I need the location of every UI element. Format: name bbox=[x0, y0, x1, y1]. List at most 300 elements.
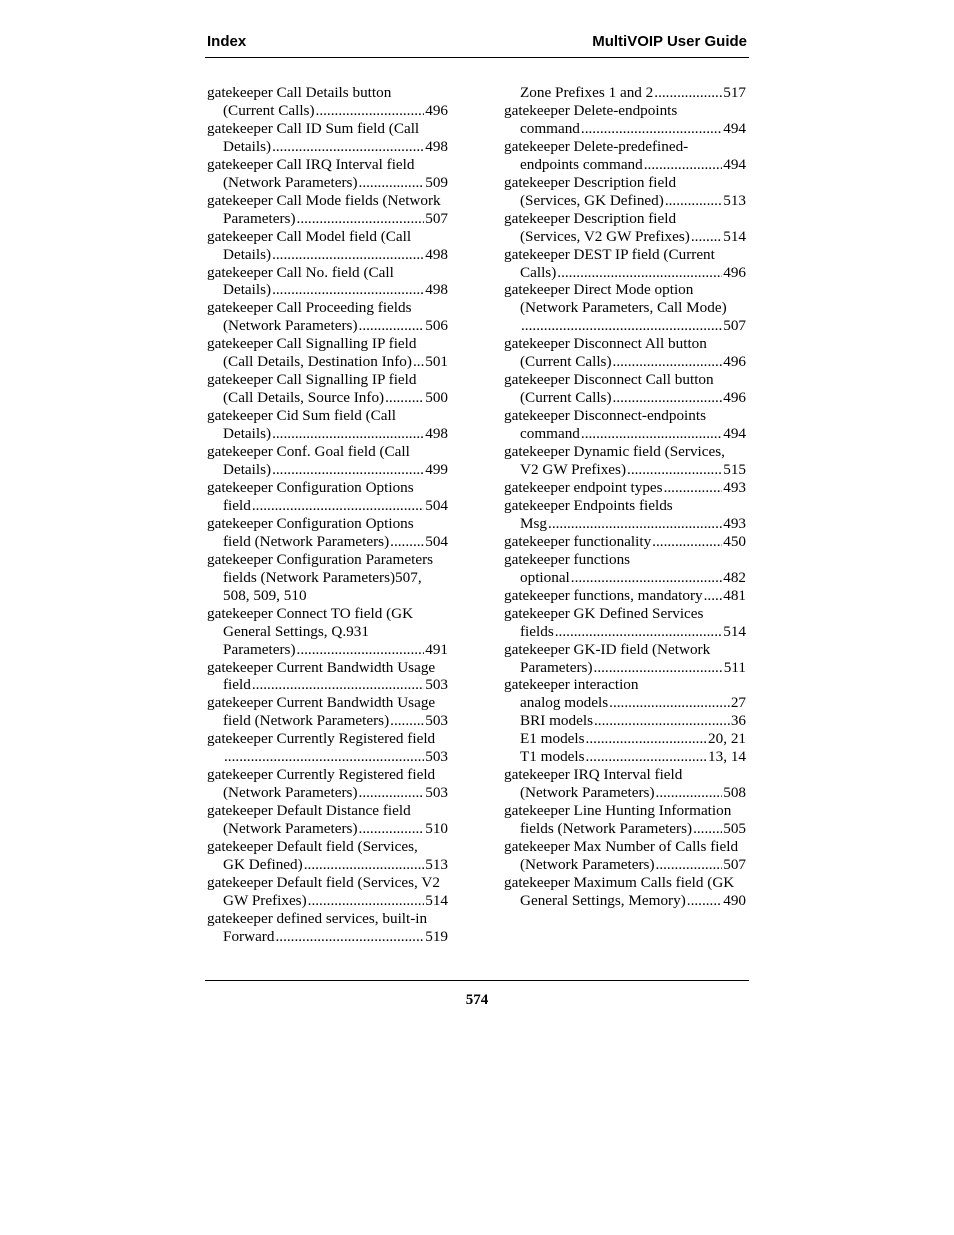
index-entry-line bbox=[207, 156, 448, 174]
index-entry-text: analog models bbox=[520, 694, 609, 712]
dot-leader bbox=[557, 264, 722, 282]
index-entry-text: gatekeeper Cid Sum field (Call bbox=[207, 407, 396, 425]
index-entry-line bbox=[207, 694, 448, 712]
index-entry-line bbox=[504, 587, 746, 605]
index-entry-text: gatekeeper Call Model field (Call bbox=[207, 227, 412, 245]
index-page-ref: 499 bbox=[425, 461, 448, 479]
index-entry bbox=[504, 676, 746, 694]
index-entry-text: T1 models bbox=[520, 748, 585, 766]
index-page-ref: 20, 21 bbox=[708, 730, 746, 748]
index-entry-text: gatekeeper Disconnect Call button bbox=[504, 371, 714, 389]
header-document-title: MultiVOIP User Guide bbox=[592, 33, 747, 50]
index-entry-line bbox=[207, 802, 448, 820]
index-entry bbox=[504, 210, 746, 246]
index-entry-text: gatekeeper Disconnect All button bbox=[504, 335, 707, 353]
index-page-ref: 506 bbox=[425, 317, 448, 335]
index-entry-text: (Current Calls) bbox=[223, 101, 315, 119]
dot-leader bbox=[704, 587, 723, 605]
page-header bbox=[207, 33, 747, 53]
index-page-ref: 500 bbox=[425, 389, 448, 407]
index-entry-text: optional bbox=[520, 568, 570, 586]
index-entry-line bbox=[207, 281, 448, 299]
dot-leader bbox=[627, 461, 722, 479]
index-page-ref: 503 bbox=[425, 676, 448, 694]
index-entry bbox=[207, 335, 448, 371]
index-entry-line bbox=[207, 102, 448, 120]
index-entry bbox=[504, 730, 746, 748]
dot-leader bbox=[390, 712, 424, 730]
index-entry-line bbox=[207, 874, 448, 892]
index-entry-text: field (Network Parameters) bbox=[223, 712, 390, 730]
index-entry-text: Msg bbox=[520, 514, 548, 532]
index-entry bbox=[504, 497, 746, 533]
index-page-ref: 496 bbox=[723, 353, 746, 371]
index-entry-text: Forward bbox=[223, 927, 275, 945]
index-column-right bbox=[504, 84, 746, 910]
index-entry-line bbox=[207, 766, 448, 784]
index-entry-line bbox=[504, 371, 746, 389]
index-page-ref: 491 bbox=[425, 640, 448, 658]
index-page-ref: 503 bbox=[425, 748, 448, 766]
index-entry-line bbox=[504, 443, 746, 461]
index-entry-text: 508, 509, 510 bbox=[223, 586, 307, 604]
index-entry-text: gatekeeper Max Number of Calls field bbox=[504, 838, 739, 856]
index-entry-text: gatekeeper Call Proceeding fields bbox=[207, 299, 412, 317]
index-entry-text: gatekeeper Call Signalling IP field bbox=[207, 335, 417, 353]
index-entry-line bbox=[504, 659, 746, 677]
index-page-ref: 514 bbox=[425, 891, 448, 909]
page-number: 574 bbox=[465, 992, 489, 1008]
index-page-ref: 504 bbox=[425, 496, 448, 514]
index-entry-text: gatekeeper functionality bbox=[504, 532, 652, 550]
index-entry-line bbox=[207, 228, 448, 246]
dot-leader bbox=[609, 694, 730, 712]
dot-leader bbox=[555, 623, 722, 641]
index-page-ref: 508 bbox=[723, 784, 746, 802]
index-entry-text: gatekeeper Configuration Parameters bbox=[207, 550, 434, 568]
index-entry bbox=[504, 551, 746, 587]
index-entry-line bbox=[504, 120, 746, 138]
dot-leader bbox=[304, 856, 425, 874]
index-entry-line bbox=[207, 264, 448, 282]
dot-leader bbox=[594, 712, 730, 730]
index-entry bbox=[504, 443, 746, 479]
index-entry-text: (Services, GK Defined) bbox=[520, 191, 664, 209]
index-entry-text: gatekeeper Endpoints fields bbox=[504, 496, 673, 514]
dot-leader bbox=[691, 228, 722, 246]
index-entry-text: gatekeeper Delete-predefined- bbox=[504, 137, 689, 155]
index-entry bbox=[207, 874, 448, 910]
index-page-ref: 13, 14 bbox=[708, 748, 746, 766]
index-page-ref: 504 bbox=[425, 532, 448, 550]
index-entry-line bbox=[207, 712, 448, 730]
index-page-ref: 513 bbox=[723, 191, 746, 209]
index-entry bbox=[504, 766, 746, 802]
index-entry-text: gatekeeper Call Mode fields (Network bbox=[207, 191, 441, 209]
dot-leader bbox=[644, 156, 722, 174]
index-page-ref: 494 bbox=[723, 119, 746, 137]
index-page-ref: 493 bbox=[723, 514, 746, 532]
index-entry bbox=[504, 587, 746, 605]
index-entry-text: (Current Calls) bbox=[520, 353, 612, 371]
index-entry bbox=[207, 551, 448, 605]
index-entry bbox=[504, 838, 746, 874]
index-entry-text: (Call Details, Destination Info) bbox=[223, 353, 412, 371]
index-page-ref: 450 bbox=[723, 532, 746, 550]
index-page-ref: 503 bbox=[425, 712, 448, 730]
index-entry-text: Parameters) bbox=[520, 658, 593, 676]
index-entry-text: E1 models bbox=[520, 730, 585, 748]
dot-leader bbox=[359, 317, 425, 335]
index-entry-line bbox=[207, 784, 448, 802]
index-entry bbox=[504, 802, 746, 838]
dot-leader bbox=[548, 515, 722, 533]
index-page-ref: 507 bbox=[425, 209, 448, 227]
index-page-ref: 482 bbox=[723, 568, 746, 586]
dot-leader bbox=[252, 676, 424, 694]
index-entry-line bbox=[207, 569, 448, 587]
index-entry-text: gatekeeper Default field (Services, V2 bbox=[207, 873, 440, 891]
index-entry bbox=[504, 641, 746, 677]
index-entry bbox=[504, 533, 746, 551]
index-entry-text: gatekeeper Maximum Calls field (GK bbox=[504, 873, 735, 891]
index-entry-line bbox=[504, 210, 746, 228]
index-entry-line bbox=[207, 246, 448, 264]
index-entry-line bbox=[207, 120, 448, 138]
index-entry-line bbox=[504, 838, 746, 856]
index-entry-line bbox=[207, 551, 448, 569]
index-entry-text: gatekeeper DEST IP field (Current bbox=[504, 245, 715, 263]
index-entry-line bbox=[504, 317, 746, 335]
index-entry-text: (Network Parameters) bbox=[223, 784, 358, 802]
index-entry-line bbox=[504, 246, 746, 264]
index-entry-line bbox=[207, 892, 448, 910]
index-entry-text: gatekeeper Currently Registered field bbox=[207, 730, 436, 748]
index-entry-text: gatekeeper Default Distance field bbox=[207, 802, 411, 820]
index-entry-text: gatekeeper interaction bbox=[504, 676, 639, 694]
dot-leader bbox=[521, 317, 722, 335]
index-entry-text: command bbox=[520, 119, 580, 137]
index-entry bbox=[504, 479, 746, 497]
index-entry-text: gatekeeper Direct Mode option bbox=[504, 281, 694, 299]
index-page-ref: 493 bbox=[723, 478, 746, 496]
index-entry-line bbox=[504, 676, 746, 694]
index-entry-line bbox=[207, 910, 448, 928]
index-page-ref: 27 bbox=[730, 694, 746, 712]
index-entry bbox=[207, 838, 448, 874]
dot-leader bbox=[252, 497, 424, 515]
index-entry bbox=[207, 84, 448, 120]
index-page-ref: 514 bbox=[723, 622, 746, 640]
index-entry-line bbox=[504, 335, 746, 353]
index-entry-line bbox=[504, 766, 746, 784]
index-entry bbox=[504, 138, 746, 174]
index-entry-line bbox=[207, 928, 448, 946]
index-entry-text: Details) bbox=[223, 461, 272, 479]
index-entry-text: Parameters) bbox=[223, 640, 296, 658]
dot-leader bbox=[308, 892, 425, 910]
index-entry-line bbox=[504, 407, 746, 425]
index-entry-text: gatekeeper GK-ID field (Network bbox=[504, 640, 711, 658]
index-entry-text: field (Network Parameters) bbox=[223, 532, 390, 550]
index-entry bbox=[207, 910, 448, 946]
index-entry-text: (Network Parameters) bbox=[223, 317, 358, 335]
index-entry-line bbox=[504, 353, 746, 371]
index-page-ref: 494 bbox=[723, 425, 746, 443]
dot-leader bbox=[385, 389, 424, 407]
index-entry-line bbox=[504, 174, 746, 192]
index-entry-line bbox=[504, 479, 746, 497]
index-entry-line bbox=[504, 623, 746, 641]
index-entry bbox=[504, 712, 746, 730]
dot-leader bbox=[359, 174, 425, 192]
index-page-ref: 498 bbox=[425, 425, 448, 443]
index-entry bbox=[504, 371, 746, 407]
index-entry-line bbox=[207, 174, 448, 192]
index-page-ref: 517 bbox=[723, 84, 746, 101]
dot-leader bbox=[272, 246, 424, 264]
index-entry bbox=[504, 102, 746, 138]
index-entry-line bbox=[504, 748, 746, 766]
index-entry bbox=[207, 479, 448, 515]
index-entry-line bbox=[207, 515, 448, 533]
index-entry bbox=[504, 335, 746, 371]
index-entry-line bbox=[207, 210, 448, 228]
index-page-ref: 494 bbox=[723, 155, 746, 173]
dot-leader bbox=[275, 928, 424, 946]
index-entry bbox=[207, 694, 448, 730]
index-entry-line bbox=[504, 820, 746, 838]
index-entry-line bbox=[207, 407, 448, 425]
index-entry-line bbox=[207, 605, 448, 623]
index-entry-text: Details) bbox=[223, 281, 272, 299]
index-entry-text: gatekeeper defined services, built-in bbox=[207, 909, 428, 927]
index-entry-line bbox=[504, 892, 746, 910]
index-entry bbox=[504, 246, 746, 282]
dot-leader bbox=[687, 892, 722, 910]
index-entry bbox=[207, 371, 448, 407]
index-entry-line bbox=[207, 587, 448, 605]
index-entry-text: (Network Parameters) bbox=[520, 855, 655, 873]
index-entry-line bbox=[207, 461, 448, 479]
index-entry-line bbox=[504, 461, 746, 479]
index-entry-text: Details) bbox=[223, 137, 272, 155]
index-entry-line bbox=[504, 299, 746, 317]
index-page-ref: 496 bbox=[425, 101, 448, 119]
index-entry-line bbox=[504, 856, 746, 874]
index-entry-text: (Network Parameters, Call Mode) bbox=[520, 299, 727, 317]
index-entry-text: field bbox=[223, 676, 251, 694]
index-page-ref: 490 bbox=[723, 891, 746, 909]
index-entry-text: gatekeeper Current Bandwidth Usage bbox=[207, 694, 436, 712]
index-entry-text: gatekeeper GK Defined Services bbox=[504, 604, 704, 622]
index-entry bbox=[207, 299, 448, 335]
index-entry-text: gatekeeper Connect TO field (GK bbox=[207, 604, 414, 622]
index-page-ref: 498 bbox=[425, 281, 448, 299]
index-entry-text: gatekeeper Configuration Options bbox=[207, 514, 414, 532]
dot-leader bbox=[586, 730, 707, 748]
index-entry bbox=[504, 605, 746, 641]
index-entry-line bbox=[207, 479, 448, 497]
index-entry bbox=[207, 192, 448, 228]
index-entry-line bbox=[504, 605, 746, 623]
index-entry-text: fields bbox=[520, 622, 554, 640]
index-entry-text: gatekeeper Delete-endpoints bbox=[504, 101, 678, 119]
index-entry-line bbox=[504, 425, 746, 443]
index-page-ref: 519 bbox=[425, 927, 448, 945]
index-entry-text: command bbox=[520, 425, 580, 443]
index-entry-text: gatekeeper Call Details button bbox=[207, 84, 392, 101]
index-entry-text: gatekeeper Disconnect-endpoints bbox=[504, 407, 706, 425]
index-entry-text: gatekeeper Configuration Options bbox=[207, 478, 414, 496]
dot-leader bbox=[586, 748, 707, 766]
index-entry-text: gatekeeper Description field bbox=[504, 209, 677, 227]
index-entry-text: fields (Network Parameters)507, bbox=[223, 568, 422, 586]
index-entry-line bbox=[504, 802, 746, 820]
index-entry-line bbox=[504, 569, 746, 587]
index-entry-line bbox=[207, 820, 448, 838]
index-entry-line bbox=[504, 138, 746, 156]
index-entry-text: gatekeeper endpoint types bbox=[504, 478, 663, 496]
dot-leader bbox=[656, 784, 723, 802]
index-page-ref: 515 bbox=[723, 461, 746, 479]
dot-leader bbox=[224, 748, 424, 766]
index-entry-text: gatekeeper Dynamic field (Services, bbox=[504, 443, 725, 461]
index-entry-text: GW Prefixes) bbox=[223, 891, 307, 909]
index-page-ref: 36 bbox=[730, 712, 746, 730]
dot-leader bbox=[665, 192, 722, 210]
dot-leader bbox=[571, 569, 722, 587]
index-page-ref: 498 bbox=[425, 245, 448, 263]
index-entry-text: Zone Prefixes 1 and 2 bbox=[520, 84, 654, 101]
dot-leader bbox=[297, 641, 425, 659]
dot-leader bbox=[413, 353, 424, 371]
index-entry-text: Details) bbox=[223, 245, 272, 263]
index-entry-line bbox=[504, 551, 746, 569]
dot-leader bbox=[272, 425, 424, 443]
index-entry-text: (Current Calls) bbox=[520, 389, 612, 407]
index-entry-line bbox=[207, 353, 448, 371]
index-entry-line bbox=[504, 874, 746, 892]
index-entry bbox=[207, 120, 448, 156]
index-entry-line bbox=[504, 533, 746, 551]
dot-leader bbox=[654, 84, 722, 102]
index-entry bbox=[207, 766, 448, 802]
dot-leader bbox=[652, 533, 722, 551]
index-entry-line bbox=[504, 264, 746, 282]
index-entry-line bbox=[504, 730, 746, 748]
index-entry-line bbox=[207, 389, 448, 407]
index-entry bbox=[207, 515, 448, 551]
index-entry-text: gatekeeper functions bbox=[504, 550, 631, 568]
index-entry bbox=[207, 407, 448, 443]
index-entry-line bbox=[207, 425, 448, 443]
index-entry-text: (Network Parameters) bbox=[223, 820, 358, 838]
index-entry-text: gatekeeper Currently Registered field bbox=[207, 766, 436, 784]
index-entry-line bbox=[207, 371, 448, 389]
dot-leader bbox=[581, 425, 722, 443]
index-entry-text: field bbox=[223, 496, 251, 514]
index-entry bbox=[504, 694, 746, 712]
index-entry bbox=[207, 659, 448, 695]
index-entry-line bbox=[504, 712, 746, 730]
index-entry bbox=[207, 605, 448, 659]
index-entry-line bbox=[504, 641, 746, 659]
index-entry-line bbox=[504, 228, 746, 246]
index-entry-line bbox=[207, 443, 448, 461]
index-entry-line bbox=[504, 84, 746, 102]
index-page-ref: 510 bbox=[425, 820, 448, 838]
dot-leader bbox=[359, 784, 425, 802]
dot-leader bbox=[613, 389, 723, 407]
index-entry-text: Details) bbox=[223, 425, 272, 443]
index-page-ref: 496 bbox=[723, 263, 746, 281]
index-entry-line bbox=[207, 748, 448, 766]
index-entry-text: Parameters) bbox=[223, 209, 296, 227]
dot-leader bbox=[664, 479, 723, 497]
index-page-ref: 509 bbox=[425, 173, 448, 191]
index-entry-text: gatekeeper Default field (Services, bbox=[207, 838, 418, 856]
index-entry bbox=[504, 281, 746, 335]
index-entry-text: fields (Network Parameters) bbox=[520, 820, 693, 838]
index-column-left bbox=[207, 84, 448, 946]
index-entry-line bbox=[504, 497, 746, 515]
index-entry-text: Calls) bbox=[520, 263, 557, 281]
index-page-ref: 507 bbox=[723, 855, 746, 873]
index-entry-line bbox=[207, 84, 448, 102]
header-rule bbox=[205, 57, 749, 58]
index-page-ref: 498 bbox=[425, 137, 448, 155]
index-page-ref: 481 bbox=[723, 586, 746, 604]
index-page-ref: 507 bbox=[723, 317, 746, 335]
index-entry bbox=[207, 264, 448, 300]
index-page-ref: 514 bbox=[723, 227, 746, 245]
index-entry-text: endpoints command bbox=[520, 155, 643, 173]
index-entry-line bbox=[504, 281, 746, 299]
index-page-ref: 496 bbox=[723, 389, 746, 407]
index-entry-text: (Services, V2 GW Prefixes) bbox=[520, 227, 690, 245]
index-entry bbox=[504, 407, 746, 443]
dot-leader bbox=[390, 533, 424, 551]
index-entry-text: gatekeeper Call IRQ Interval field bbox=[207, 155, 415, 173]
header-section-title: Index bbox=[207, 33, 247, 50]
index-entry-text: gatekeeper functions, mandatory bbox=[504, 586, 703, 604]
index-entry-text: (Network Parameters) bbox=[223, 173, 358, 191]
index-entry bbox=[504, 748, 746, 766]
dot-leader bbox=[693, 820, 722, 838]
index-entry-line bbox=[504, 515, 746, 533]
index-entry-text: gatekeeper Call No. field (Call bbox=[207, 263, 394, 281]
index-page-ref: 505 bbox=[723, 820, 746, 838]
dot-leader bbox=[581, 120, 722, 138]
index-entry-line bbox=[504, 156, 746, 174]
index-entry-text: V2 GW Prefixes) bbox=[520, 461, 627, 479]
dot-leader bbox=[272, 461, 424, 479]
dot-leader bbox=[656, 856, 723, 874]
index-entry bbox=[504, 84, 746, 102]
index-entry-line bbox=[207, 497, 448, 515]
index-entry-text: General Settings, Q.931 bbox=[223, 622, 369, 640]
index-entry-text: BRI models bbox=[520, 712, 593, 730]
index-entry-line bbox=[504, 192, 746, 210]
index-entry-text: gatekeeper Call Signalling IP field bbox=[207, 371, 417, 389]
index-entry-text: gatekeeper Description field bbox=[504, 173, 677, 191]
index-entry-line bbox=[207, 730, 448, 748]
dot-leader bbox=[272, 138, 424, 156]
index-entry-text: gatekeeper Line Hunting Information bbox=[504, 802, 732, 820]
index-entry-text: gatekeeper Call ID Sum field (Call bbox=[207, 119, 420, 137]
index-entry bbox=[504, 874, 746, 910]
